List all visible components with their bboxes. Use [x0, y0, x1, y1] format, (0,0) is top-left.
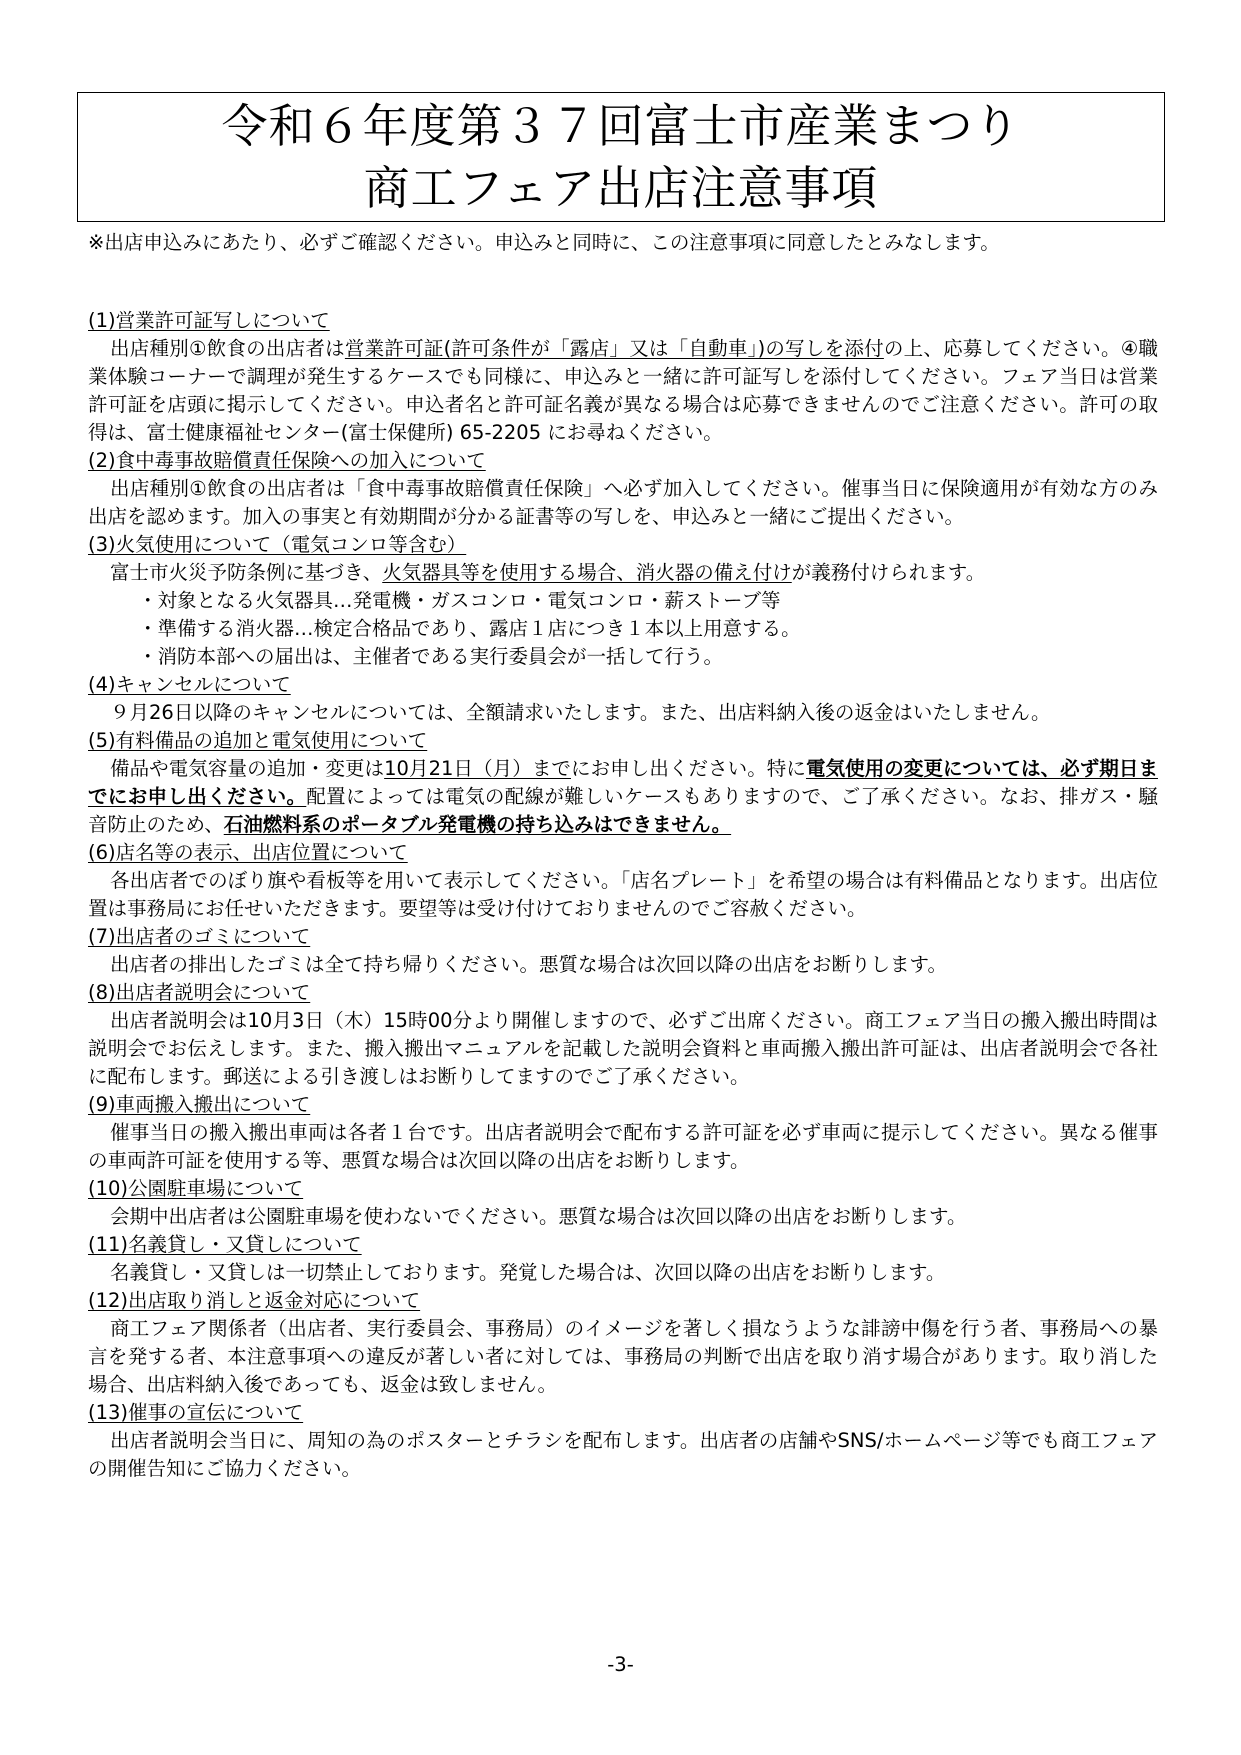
s1-text-a: 出店種別①飲食の出店者は	[110, 337, 345, 360]
section-11-heading: (11)名義貸し・又貸しについて	[88, 1233, 362, 1256]
section-2-heading: (2)食中毒事故賠償責任保険への加入について	[88, 449, 486, 472]
section-12-heading: (12)出店取り消しと返金対応について	[88, 1289, 421, 1312]
section-3-heading: (3)火気使用について（電気コンロ等含む）	[88, 533, 467, 556]
section-1-heading: (1)営業許可証写しについて	[88, 309, 330, 332]
title-line-1: 令和６年度第３７回富士市産業まつり	[221, 99, 1021, 153]
notice-text: ※出店申込みにあたり、必ずご確認ください。申込みと同時に、この注意事項に同意したとみなします。	[88, 231, 1000, 254]
s3-text-a: 富士市火災予防条例に基づき、	[110, 561, 383, 584]
section-12-body: 商工フェア関係者（出店者、実行委員会、事務局）のイメージを著しく損なうような誹謗中傷を行う者、事務局への暴言を発する者、本注意事項への違反が著しい者に対しては、事務局の判断で出店を取り消す場合があります。取り消した場合、出店料納入後であっても、返金は致しません。	[88, 1317, 1158, 1396]
section-5-heading: (5)有料備品の追加と電気使用について	[88, 729, 428, 752]
section-8-heading: (8)出店者説明会について	[88, 981, 311, 1004]
s5-text-a: 備品や電気容量の追加・変更は	[110, 757, 385, 780]
section-4-body: ９月26日以降のキャンセルについては、全額請求いたします。また、出店料納入後の返金はいたしません。	[110, 701, 1051, 724]
section-11-body: 名義貸し・又貸しは一切禁止しております。発覚した場合は、次回以降の出店をお断りします。	[110, 1261, 946, 1284]
section-4-heading: (4)キャンセルについて	[88, 673, 291, 696]
s1-text-b: の上、応募してください。④職業体験コーナーで調理が発生するケースでも同様に、申込みと一緒に許可証写しを添付してください。フェア当日は営業許可証を店頭に掲示してください。申込者名と許可証名義が異なる場合は応募できませんのでご注意ください。許可の取得は、富士健康福祉センター(富士保健所) 65-2205 にお尋ねください。	[88, 337, 1159, 444]
section-7-body: 出店者の排出したゴミは全て持ち帰りください。悪質な場合は次回以降の出店をお断りします。	[110, 953, 947, 976]
section-13-heading: (13)催事の宣伝について	[88, 1401, 304, 1424]
section-2-body: 出店種別①飲食の出店者は「食中毒事故賠償責任保険」へ必ず加入してください。催事当日に保険適用が有効な方のみ出店を認めます。加入の事実と有効期間が分かる証書等の写しを、申込みと一緒にご提出ください。	[88, 477, 1158, 528]
title-box	[77, 92, 1165, 222]
section-7-heading: (7)出店者のゴミについて	[88, 925, 311, 948]
section-3-bullet: ・消防本部への届出は、主催者である実行委員会が一括して行う。	[138, 645, 724, 668]
section-3-bullet: ・準備する消火器…検定合格品であり、露店１店につき１本以上用意する。	[138, 617, 801, 640]
content	[88, 307, 1158, 1483]
s5-text-b: にお申し出ください。特に	[571, 757, 806, 780]
section-10-heading: (10)公園駐車場について	[88, 1177, 304, 1200]
section-10-body: 会期中出店者は公園駐車場を使わないでください。悪質な場合は次回以降の出店をお断りします。	[110, 1205, 967, 1228]
s3-underline: 火気器具等を使用する場合、消火器の備え付け	[382, 561, 792, 584]
s3-text-b: が義務付けられます。	[791, 561, 986, 584]
section-9-body: 催事当日の搬入搬出車両は各者１台です。出店者説明会で配布する許可証を必ず車両に提示してください。異なる催事の車両許可証を使用する等、悪質な場合は次回以降の出店をお断りします。	[88, 1121, 1158, 1172]
s5-bold-1: 電気使用の変更については、必ず期日までにお申し出ください。	[88, 757, 1158, 808]
s1-underline: 営業許可証(許可条件が「露店」又は「自動車」)の写しを添付	[344, 337, 884, 360]
section-3-bullet: ・対象となる火気器具…発電機・ガスコンロ・電気コンロ・薪ストーブ等	[138, 589, 781, 612]
section-6-heading: (6)店名等の表示、出店位置について	[88, 841, 408, 864]
section-8-body: 出店者説明会は10月3日（木）15時00分より開催しますので、必ずご出席ください。商工フェア当日の搬入搬出時間は説明会でお伝えします。また、搬入搬出マニュアルを記載した説明会資料と車両搬入搬出許可証は、出店者説明会で各社に配布します。郵送による引き渡しはお断りしてますのでご了承ください。	[88, 1009, 1158, 1088]
s5-text-c: 配置によっては電気の配線が難しいケースもありますので、ご了承ください。なお、排ガス・騒音防止のため、	[88, 785, 1158, 836]
s5-deadline: 10月21日（月）まで	[384, 757, 571, 780]
s5-bold-2: 石油燃料系のポータブル発電機の持ち込みはできません。	[223, 813, 732, 836]
section-6-body: 各出店者でのぼり旗や看板等を用いて表示してください。「店名プレート」を希望の場合は有料備品となります。出店位置は事務局にお任せいただきます。要望等は受け付けておりませんのでご容赦ください。	[88, 869, 1158, 920]
section-9-heading: (9)車両搬入搬出について	[88, 1093, 311, 1116]
section-3-body	[88, 559, 1158, 587]
section-13-body: 出店者説明会当日に、周知の為のポスターとチラシを配布します。出店者の店舗やSNS/ホームページ等でも商工フェアの開催告知にご協力ください。	[88, 1429, 1158, 1480]
section-1-body	[88, 335, 1158, 447]
section-5-body	[88, 755, 1158, 839]
title-line-2: 商工フェア出店注意事項	[363, 161, 879, 215]
page-number: -3-	[607, 1653, 634, 1676]
